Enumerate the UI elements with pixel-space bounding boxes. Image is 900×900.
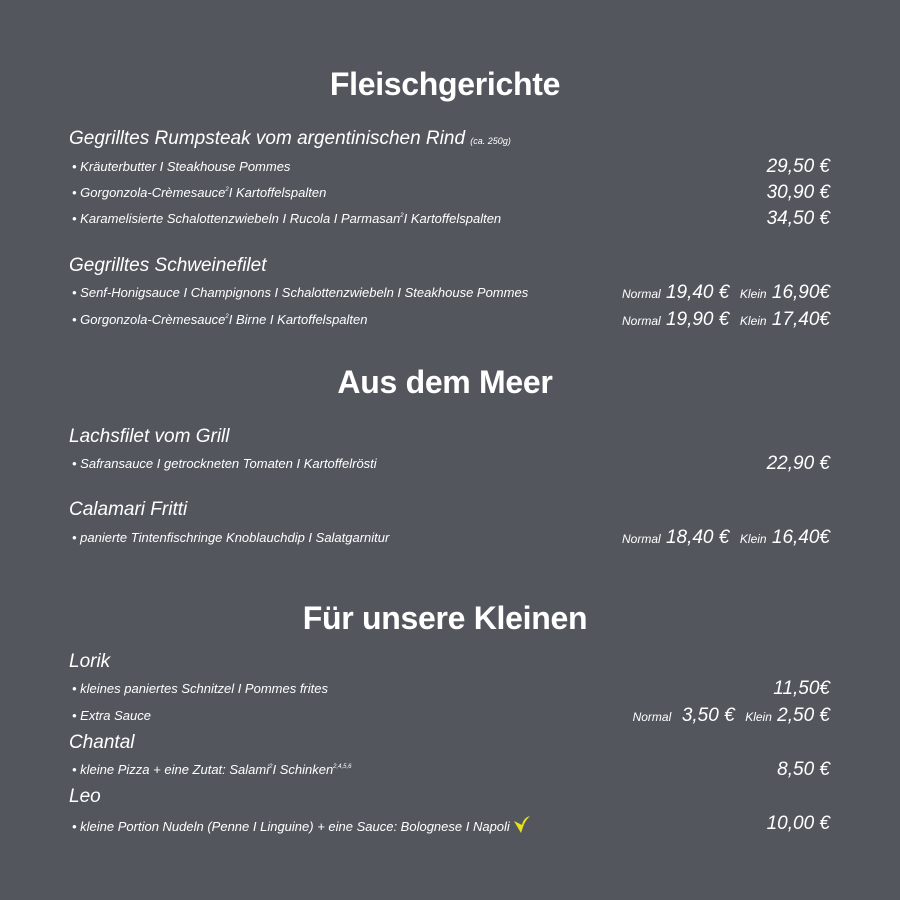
- item-description: • Gorgonzola-Crèmesauce$^2$I Birne I Kartoffelspalten: [72, 312, 368, 327]
- item-price-sizes: Normal 19,90 € Klein 17,40€: [621, 309, 830, 330]
- allergen-footnote: 2: [225, 187, 229, 193]
- dish-lorik: [69, 651, 110, 673]
- dish-name: Gegrilltes Rumpsteak vom argentinischen Rind: [69, 128, 466, 149]
- menu-item: [72, 705, 830, 729]
- item-price: 30,90 €: [766, 182, 830, 203]
- dish-name: Chantal: [69, 732, 135, 753]
- section-title-fuer-unsere-kleinen: Für unsere Kleinen: [302, 600, 588, 636]
- item-description: • Senf-Honigsauce I Champignons I Schalottenzwiebeln I Steakhouse Pommes: [72, 285, 529, 300]
- allergen-footnote: 2: [269, 764, 273, 770]
- dish-chantal: [69, 732, 135, 754]
- item-description: • Safransauce I getrockneten Tomaten I Kartoffelrösti: [72, 456, 377, 471]
- menu-item: [72, 453, 830, 477]
- section-title-aus-dem-meer: Aus dem Meer: [337, 364, 553, 400]
- item-price-sizes: Normal 19,40 € Klein 16,90€: [621, 282, 830, 303]
- item-description: • Kräuterbutter I Steakhouse Pommes: [72, 159, 291, 174]
- dish-schweinefilet: [69, 255, 266, 277]
- item-price: 8,50 €: [777, 759, 830, 780]
- item-description: • Extra Sauce: [72, 708, 151, 723]
- dish-name: Lachsfilet vom Grill: [69, 426, 230, 447]
- item-description: • panierte Tintenfischringe Knoblauchdip I Salatgarnitur: [72, 530, 390, 545]
- dish-weight-note: (ca. 250g): [470, 136, 511, 146]
- menu-item: [72, 156, 830, 180]
- dish-calamari: [69, 499, 187, 521]
- menu-item: [72, 527, 830, 551]
- allergen-footnote: 2: [400, 213, 404, 219]
- menu-item: [72, 309, 830, 333]
- dish-name: Gegrilltes Schweinefilet: [69, 255, 267, 276]
- menu-item: [72, 813, 830, 837]
- allergen-footnote: 2,4,5,6: [333, 764, 352, 770]
- menu-item: [72, 678, 830, 702]
- item-price: 29,50 €: [766, 156, 830, 177]
- item-price: 10,00 €: [766, 813, 830, 834]
- item-description: • Gorgonzola-Crèmesauce$^2$I Kartoffelspalten: [72, 185, 327, 200]
- menu-item: [72, 282, 830, 306]
- item-price-sizes: Normal 3,50 € Klein 2,50 €: [632, 705, 830, 726]
- menu-item: [72, 182, 830, 206]
- item-description: • kleine Portion Nudeln (Penne I Linguine) + eine Sauce: Bolognese I Napoli: [72, 814, 531, 840]
- item-price: 22,90 €: [766, 453, 830, 474]
- section-title-fleischgerichte: Fleischgerichte: [329, 66, 561, 102]
- dish-name: Calamari Fritti: [69, 499, 188, 520]
- item-description: • Karamelisierte Schalottenzwiebeln I Rucola I Parmasan$^2$I Kartoffelspalten: [72, 211, 502, 226]
- item-price: 11,50€: [773, 678, 830, 699]
- menu-item: [72, 759, 830, 783]
- dish-leo: [69, 786, 101, 808]
- item-price-sizes: Normal 18,40 € Klein 16,40€: [621, 527, 830, 548]
- dish-name: Leo: [69, 786, 101, 807]
- menu-item: [72, 208, 830, 232]
- item-description: • kleine Pizza + eine Zutat: Salami$^2$I Schinken$^{2,4,5,6}$: [72, 762, 352, 777]
- dish-name: Lorik: [69, 651, 111, 672]
- vegetarian-leaf-icon: [513, 814, 531, 840]
- dish-lachsfilet: [69, 426, 230, 448]
- allergen-footnote: 2: [225, 314, 229, 320]
- item-description: • kleines paniertes Schnitzel I Pommes frites: [72, 681, 328, 696]
- dish-rumpsteak: [69, 128, 511, 152]
- item-price: 34,50 €: [766, 208, 830, 229]
